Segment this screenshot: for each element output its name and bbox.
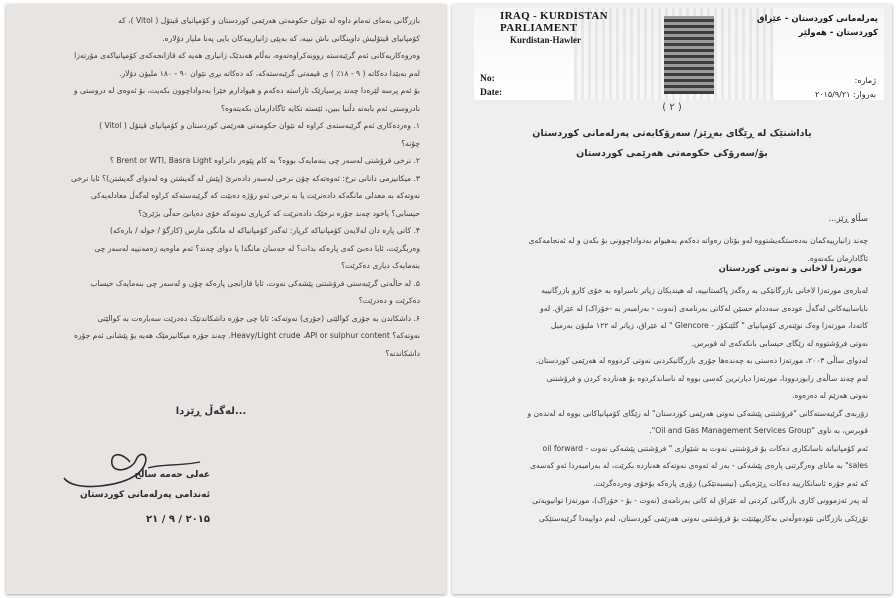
body-line: کاتەدا، مورتەزا وەک نوێنەری کۆمپانیای " گلێنکۆر - Glencore " لە عێراق، زیاتر لە ۱۲۲ ملیۆن بەرمیل — [550, 321, 868, 330]
intro-line: چەند زانیارییەکمان بەدەستگەیشتووە لەو بۆتان رەوانە دەکەم بەهیوام بەدواداچوونی بۆ بکەن و لە ئەنجامەکەی — [528, 236, 868, 245]
left-paragraph: نادروستی ئەم بابەتە دڵنیا ببین، ئێستە تکایە ئاگادارمان بکەیتەوە؟ — [221, 103, 420, 113]
memo-greeting: سڵاو ڕێز... — [828, 214, 868, 224]
signer-title: ئەندامی پەرلەمانی کوردستان — [80, 490, 210, 500]
body-line: تۆڕێکی بازرگانی نێودەوڵەتی بەکاربهێنێت بۆ فرۆشتنی نەوتی هەرێمی کوردستان، لەم دواییەدا گرێبەستێکی — [538, 513, 868, 523]
body-line: لەدوای ساڵی ۲۰۰۳، مورتەزا دەستی بە چەندەها جۆری بازرگانیکردنی نەوتی کردووە لە هەرێمی کوردستان. — [535, 356, 868, 365]
left-paragraph: ۱. وەردەکاری ئەم گرێبەستەی کراوە لە نێوان حکومەتی هەرێمی کوردستان و کۆمپانیای ڤیتۆل ( Vitol ) — [99, 121, 420, 130]
memo-body — [472, 282, 868, 527]
left-paragraph: بازرگانی بەمای تەمام داوە لە نێوان حکومەتی هەرێمی کوردستان و کۆمپانیای ڤیتۆل ( Vitol )، کە — [118, 16, 420, 25]
body-line: لەم چەند ساڵەی رابوردوودا، مورتەزا دیارترین کەسی بووە لە ناساندکردوە بۆ هەناردە کردن و فرۆشتنی — [546, 373, 868, 383]
left-paragraph: وەربگرێت، ئایا دەبێ کەی پارەکە بدات؟ لە حەسان مانگدا یا دوای چەند؟ ئەم ماوەیە زەمەنییە لەسەر چی — [94, 243, 420, 253]
left-paragraph: دەکرێت و دەدرێت؟ — [358, 296, 420, 305]
left-paragraph: لەم بەبێدا دەکاتە ( ۹ - ۱۸٪ ) ی قیمەتی گرێبەستەکە، کە دەکاتە بڕی نێوان ۹۰ - ۱۸۰ ملیۆن دۆلار. — [119, 68, 420, 78]
left-paragraph: ۳. میکانیزمی دانانی نرخ: ئەوەتەکە چۆن نرخی لەسەر دادەنرێ (پێش لە گەیشتن وە لەدوای گەیشتن)؟ ئایا نرخی — [71, 173, 420, 183]
letterhead-kurdish-line-2: کوردستان - هەولێر — [798, 28, 878, 38]
left-page-body — [28, 12, 420, 362]
body-line: کە ئەم جۆرە ئاسانکارییە دەکات ڕێژەیکی (نیسبەتێکی) زۆری پارەکە بۆخۆی وەردەگرێت. — [593, 478, 868, 488]
left-page-photo — [6, 4, 446, 594]
letterhead-number-label-kurdish: ژمارە: — [854, 76, 876, 85]
left-paragraph: نەوتەکە؟ Heavy/Light crude ،API or sulphur content. چەند جۆرە میکانیزمێک هەیە بۆ پێشانی ئەم جۆرە — [74, 331, 420, 340]
memo-title-line-1: یاداشتێک لە ڕێگای بەڕێز/ سەرۆکایەتی پەرلەمانی کوردستان — [532, 128, 812, 139]
section-heading: مورتەزا لاخانی و نەوتی کوردستان — [718, 264, 862, 274]
memo-title-line-2: بۆ/سەرۆکی حکومەتی هەرێمی کوردستان — [576, 148, 768, 159]
left-paragraph: ۴. کاتی پارە دان لەلایەن کۆمپانیاکە کرپار: ئەگەر کۆمپانیاکە لە مانگی مارس (کارگۆ / خولە / بارەکە) — [109, 226, 420, 235]
letterhead-english-line-1: IRAQ - KURDISTAN — [500, 10, 608, 22]
left-paragraph: نەوتەکە بە معدلی مانگەکە دادەنرێت یا بە نرخی ئەو رۆژە دەبێت کە گرێبەستەکە کراوە لەگەڵ معادلەیەکی — [90, 191, 420, 200]
body-line: نەوتی فرۆشتووە لە رێگای حیسابی بانکەکەی لە قوبرس. — [691, 338, 868, 348]
letterhead-date-kurdish: بەروار: ۲۰۱۵/۹/۲۱ — [814, 90, 876, 99]
left-paragraph: ۶. داشکاندن بە جۆری کوالێتی (جۆری) نەوتەکە: ئایا چی جۆرە داشکاندنێک دەدرێت سەبارەت بە کوالێتی — [97, 313, 420, 323]
body-line: sales" بە مانای وەرگرتنی پارەی پێشەکی - بەر لە ئەوەی نەوتەکە هەناردە بکرێت، لە بەرامبەردا ئەو کەسەی — [530, 461, 868, 470]
intro-line: ئاگادارمان بکەنەوە. — [807, 253, 868, 263]
left-paragraph: ۲. نرخی فرۆشتی لەسەر چی بنەمایەک بووە؟ بە کام پێوەر دانراوە Brent or WTI, Basra Light ؟ — [109, 156, 420, 165]
letterhead-english-line-3: Kurdistan-Hawler — [510, 35, 581, 45]
signature-block — [50, 444, 220, 544]
left-paragraph: وەروەکاریەکانی ئەم گرێبەستە روونەکراوەتەوە، بەڵام هەندێک زانیاری هەیە کە قازانجەکەی کۆمپانیاکەی مۆرتەزا — [74, 51, 420, 60]
signer-name: عەلی حەمە ساڵح — [134, 470, 210, 480]
closing-salutation: لەگەڵ ڕێزدا... — [175, 406, 247, 417]
letterhead-kurdish-line-1: پەرلەمانی کوردستان - عێراق — [756, 14, 878, 24]
left-paragraph: حیسابی؟ یاخود چەند جۆرە نرخێک دادەنرێت کە کرپاری نەوتەکە خۆی دەیانێ حەلّی بژێرێ؟ — [138, 208, 420, 218]
signature-date: ۲۰۱۵ / ۹ / ۲۱ — [146, 514, 210, 525]
left-paragraph: کۆمپانیای ڤیتۆلیش داوینگانی باش نییە، کە بەپێی زانیارییەکان بایی پەنا ملیار دۆلارە. — [162, 33, 420, 43]
body-line: ئەم کۆمپانیانە ناسانکاری دەکات بۆ فرۆشتنی نەوت بە شێوازی " فرۆشتنی پێشەکی نەوت - oil forward — [542, 443, 868, 453]
letterhead-english-line-2: PARLIAMENT — [500, 22, 578, 34]
left-paragraph: بنەمایەک دیاری دەکرێت؟ — [341, 261, 420, 270]
left-paragraph: ۵. لە حاڵەتی گرێبەستی فرۆشتنی پێشەکی نەوت، ئایا قازانجی پارەکە چۆن و لەسەر چی بنەمایەک حیساب — [90, 278, 420, 288]
body-line: زۆربەی گرێبەستەکانی "فرۆشتنی پێشەکی نەوتی هەرێمی کوردستان" لە رێگای کۆمپانیاکانی بووە لە لەندەن و — [527, 408, 868, 418]
building-center-block — [664, 16, 714, 94]
left-paragraph: چۆنە؟ — [401, 138, 420, 148]
letterhead-date-label: Date: — [480, 88, 503, 98]
body-line: لە پەر ئەزموونی کاری بازرگانی کردنی لە عێراق لە کاتی بەرنامەی (نەوت - بۆ - خۆراک)، مورتەزا توانیویەتی — [532, 496, 868, 505]
parliament-letterhead — [474, 8, 884, 100]
right-page-photo — [452, 4, 892, 594]
page-number: ( ۲ ) — [662, 102, 682, 113]
memo-intro — [472, 232, 868, 267]
body-line: نایاساییەکانی لەگەڵ عودەی سەددام حسێن لەکاتی بەرنامەی (نەوت - بەرامبەر بە -خۆراک) لە عێراق. لەو — [540, 303, 868, 313]
body-line: لەبارەی مورتەزا لاخانی بازرگانێکی بە رەگەز پاکستانییە، لە هیندیکان زیاتر ناسراوە بە خۆی کارو بازرگانییە — [541, 286, 868, 295]
body-line: قوبرس، بە ناوی "Oil and Gas Management Services Group". — [649, 426, 868, 435]
letterhead-number-label: No: — [480, 74, 495, 84]
left-paragraph: بۆ ئەم پرسە لێرەدا چەند پرسیارێک ئاراستە دەکەم و هیوادارم خێرا بەدواداچوون بکەیت، بۆ ئەوەی لە دروستی و — [73, 86, 420, 95]
left-paragraph: داشکاندنە؟ — [385, 348, 420, 358]
body-line: نەوتی هەرێم لە دەرەوە. — [792, 391, 868, 400]
